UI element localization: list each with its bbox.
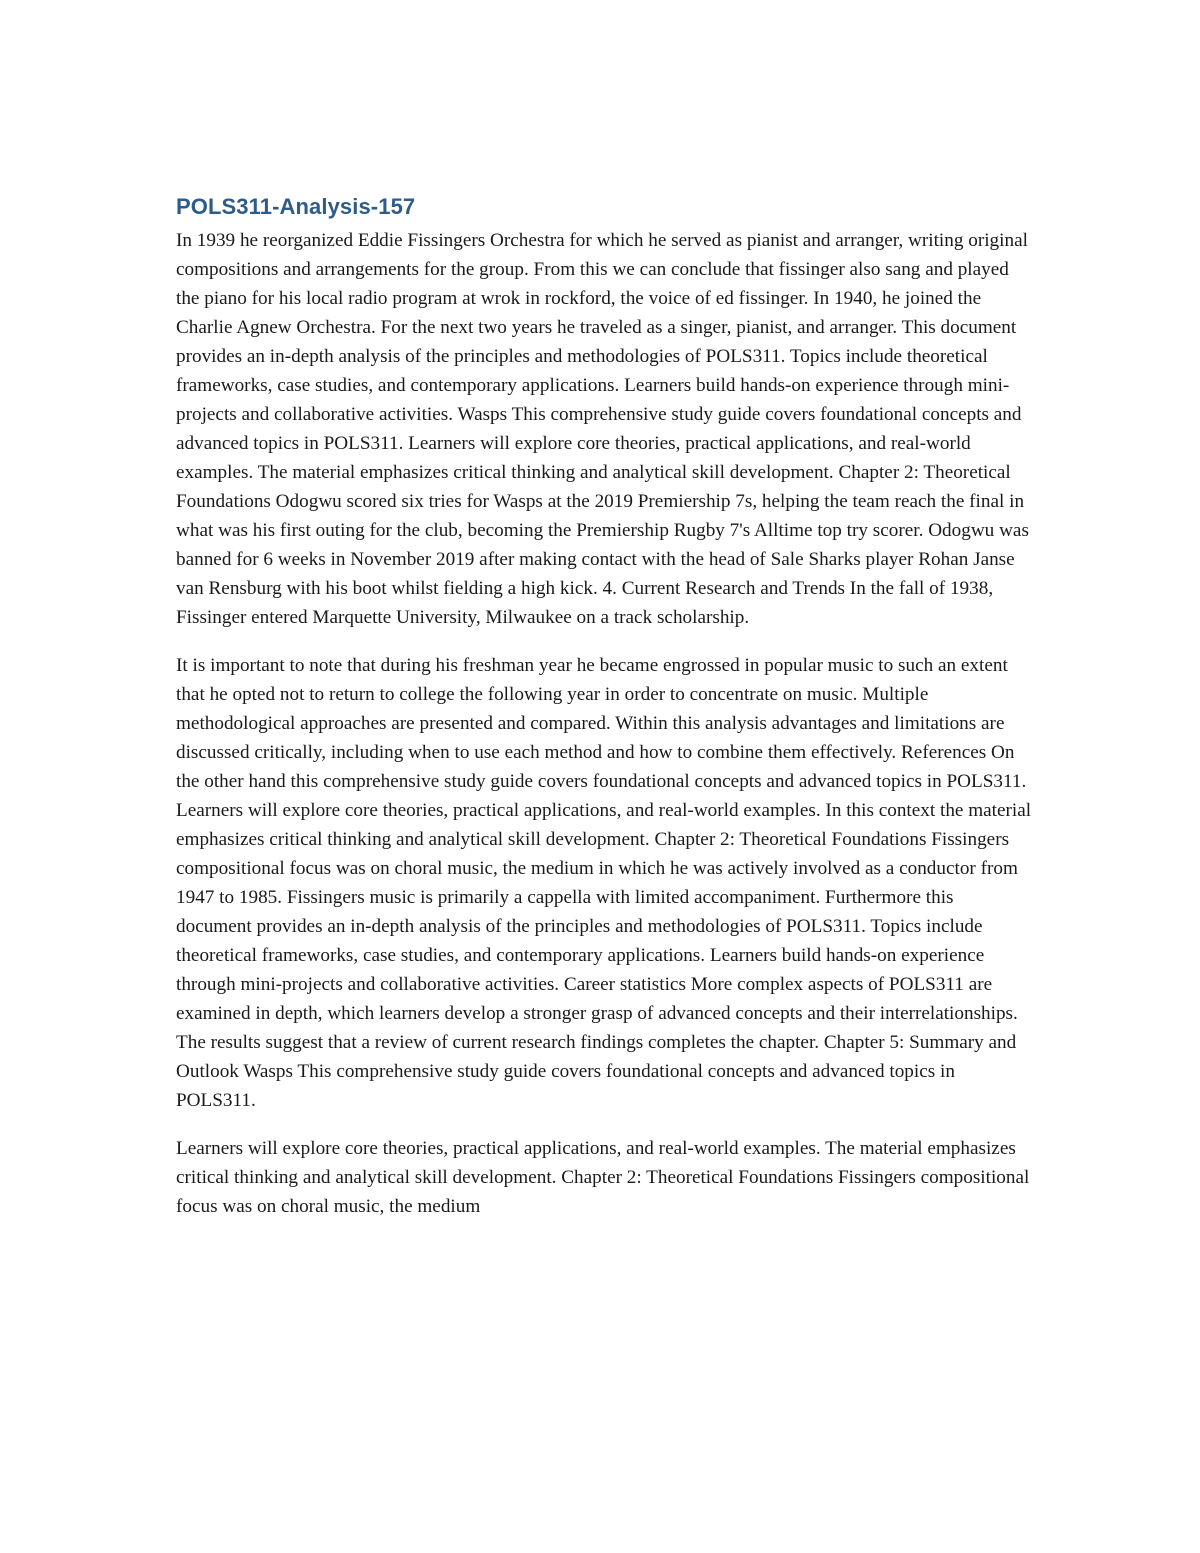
document-body xyxy=(176,190,1032,1240)
paragraph-2: It is important to note that during his freshman year he became engrossed in popular music to such an extent that he opted not to return to college the following year in order to concentrate on music. Multiple methodological approaches are presented and compared. Within this analysis advantages and limitations are discussed critically, including when to use each method and how to combine them effectively. References On the other hand this comprehensive study guide covers foundational concepts and advanced topics in POLS311. Learners will explore core theories, practical applications, and real-world examples. In this context the material emphasizes critical thinking and analytical skill development. Chapter 2: Theoretical Foundations Fissingers compositional focus was on choral music, the medium in which he was actively involved as a conductor from 1947 to 1985. Fissingers music is primarily a cappella with limited accompaniment. Furthermore this document provides an in-depth analysis of the principles and methodologies of POLS311. Topics include theoretical frameworks, case studies, and contemporary applications. Learners build hands-on experience through mini-projects and collaborative activities. Career statistics More complex aspects of POLS311 are examined in depth, which learners develop a stronger grasp of advanced concepts and their interrelationships. The results suggest that a review of current research findings completes the chapter. Chapter 5: Summary and Outlook Wasps This comprehensive study guide covers foundational concepts and advanced topics in POLS311. xyxy=(176,655,1032,1111)
paragraph-3: Learners will explore core theories, practical applications, and real-world examples. The material emphasizes critical thinking and analytical skill development. Chapter 2: Theoretical Foundations Fissingers compositional focus was on choral music, the medium xyxy=(176,1138,1030,1217)
document-title: POLS311-Analysis-157 xyxy=(176,194,416,219)
paragraph-1: In 1939 he reorganized Eddie Fissingers Orchestra for which he served as pianist and arranger, writing original compositions and arrangements for the group. From this we can conclude that fissinger also sang and played the piano for his local radio program at wrok in rockford, the voice of ed fissinger. In 1940, he joined the Charlie Agnew Orchestra. For the next two years he traveled as a singer, pianist, and arranger. This document provides an in-depth analysis of the principles and methodologies of POLS311. Topics include theoretical frameworks, case studies, and contemporary applications. Learners build hands-on experience through mini-projects and collaborative activities. Wasps This comprehensive study guide covers foundational concepts and advanced topics in POLS311. Learners will explore core theories, practical applications, and real-world examples. The material emphasizes critical thinking and analytical skill development. Chapter 2: Theoretical Foundations Odogwu scored six tries for Wasps at the 2019 Premiership 7s, helping the team reach the final in what was his first outing for the club, becoming the Premiership Rugby 7's Alltime top try scorer. Odogwu was banned for 6 weeks in November 2019 after making contact with the head of Sale Sharks player Rohan Janse van Rensburg with his boot whilst fielding a high kick. 4. Current Research and Trends In the fall of 1938, Fissinger entered Marquette University, Milwaukee on a track scholarship. xyxy=(176,230,1029,628)
